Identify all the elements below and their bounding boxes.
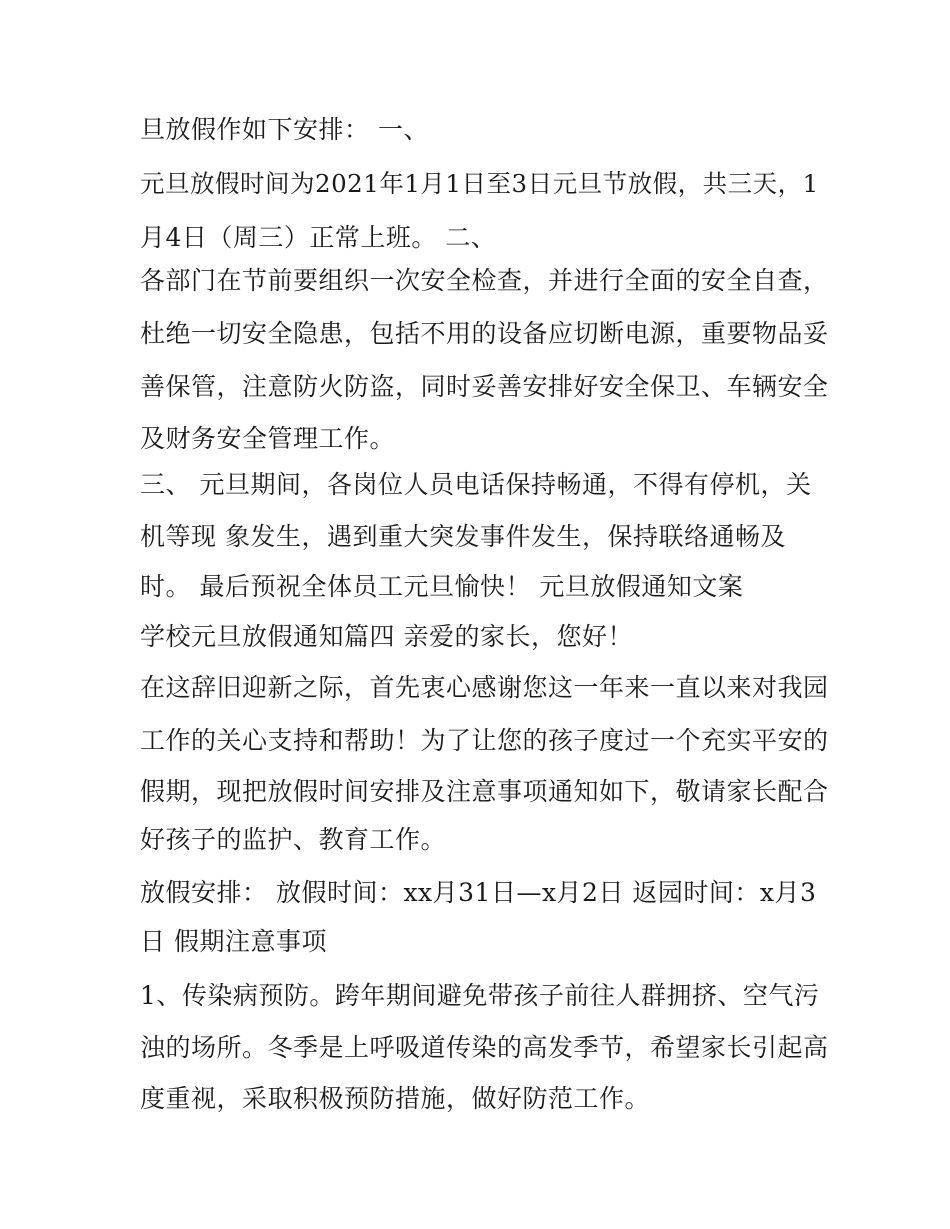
text-line: 学校元旦放假通知篇四 亲爱的家长，您好！ — [140, 622, 633, 651]
text-line: 放假安排： 放假时间：xx月31日—x月2日 返园时间：x月3 — [140, 878, 817, 907]
text-line: 杜绝一切安全隐患，包括不用的设备应切断电源，重要物品妥 — [140, 319, 829, 348]
text-line: 及财务安全管理工作。 — [140, 424, 396, 453]
text-line: 日 假期注意事项 — [140, 927, 327, 956]
text-line: 浊的场所。冬季是上呼吸道传染的高发季节，希望家长引起高 — [140, 1033, 829, 1062]
text-line: 在这辞旧迎新之际，首先衷心感谢您这一年来一直以来对我园 — [140, 673, 829, 702]
text-line: 月4日（周三）正常上班。 二、 — [140, 223, 497, 252]
text-line: 旦放假作如下安排： 一、 — [140, 115, 429, 144]
text-line: 时。 最后预祝全体员工元旦愉快！ 元旦放假通知文案 — [140, 572, 744, 601]
text-line: 善保管，注意防火防盗，同时妥善安排好安全保卫、车辆安全 — [140, 372, 829, 401]
text-line: 机等现 象发生，遇到重大突发事件发生，保持联络通畅及 — [140, 522, 786, 551]
text-line: 三、 元旦期间，各岗位人员电话保持畅通，不得有停机，关 — [140, 470, 812, 499]
text-line: 度重视，采取积极预防措施，做好防范工作。 — [140, 1084, 651, 1113]
text-line: 假期，现把放假时间安排及注意事项通知如下，敬请家长配合 — [140, 777, 829, 806]
text-line: 元旦放假时间为2021年1月1日至3日元旦节放假，共三天，1 — [140, 169, 819, 198]
text-line: 1、传染病预防。跨年期间避免带孩子前往人群拥挤、空气污 — [140, 981, 820, 1010]
text-line: 工作的关心支持和帮助！为了让您的孩子度过一个充实平安的 — [140, 726, 829, 755]
text-line: 好孩子的监护、教育工作。 — [140, 825, 447, 854]
text-line: 各部门在节前要组织一次安全检查，并进行全面的安全自查， — [140, 266, 829, 295]
